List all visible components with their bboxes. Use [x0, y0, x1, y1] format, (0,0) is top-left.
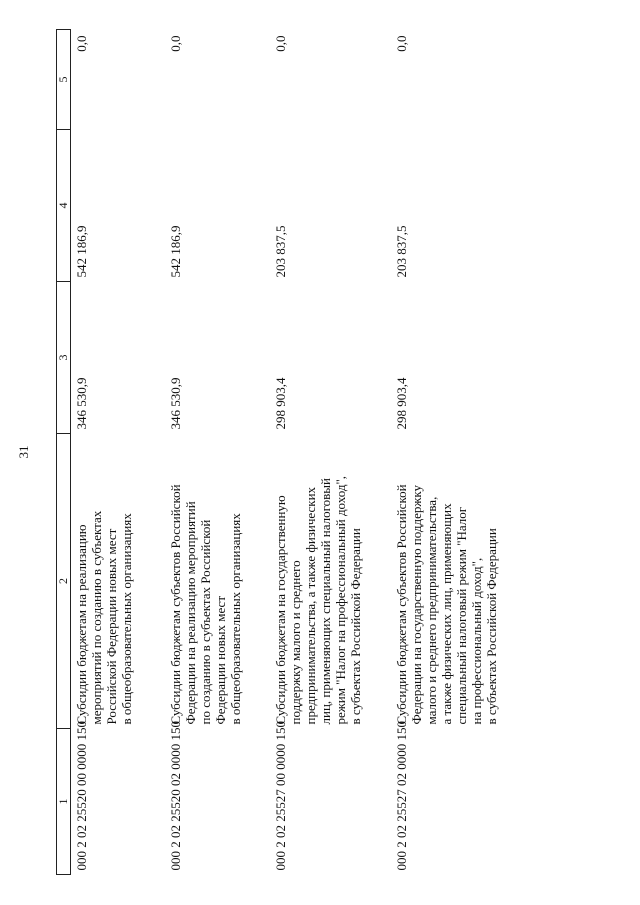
row-col5-value: 0,0	[273, 35, 288, 52]
row-name-line: Федерации на государственную поддержку	[409, 485, 424, 725]
row-name-line: Субсидии бюджетам на реализацию	[74, 524, 89, 725]
row-col5-value: 0,0	[168, 35, 183, 52]
row-name-line: Российской Федерации новых мест	[104, 528, 119, 725]
row-name-line: Федерации на реализацию мероприятий	[183, 501, 198, 725]
table-row	[391, 30, 513, 875]
row-col3-value: 346 530,9	[168, 377, 183, 430]
row-name	[165, 434, 270, 729]
row-name-line: специальный налоговый режим "Налог	[454, 506, 469, 725]
row-code: 000 2 02 25527 02 0000 150	[394, 721, 409, 871]
row-col5-value: 0,0	[74, 35, 89, 52]
row-name-line: в общеобразовательных организациях	[119, 513, 134, 725]
row-name	[270, 434, 391, 729]
row-name-line: Субсидии бюджетам субъектов Российской	[168, 484, 183, 725]
row-code: 000 2 02 25520 00 0000 150	[74, 721, 89, 871]
row-name-line: в общеобразовательных организациях	[228, 513, 243, 725]
row-name	[391, 434, 513, 729]
header-col-1: 1	[57, 729, 71, 875]
row-name-line: мероприятий по созданию в субъектах	[89, 510, 104, 725]
row-name-line: Субсидии бюджетам на государственную	[273, 495, 288, 725]
row-name-line: на профессиональный доход",	[469, 557, 484, 725]
row-col3-value: 298 903,4	[394, 377, 409, 430]
header-col-3: 3	[57, 282, 71, 434]
row-name-line: Субсидии бюджетам субъектов Российской	[394, 484, 409, 725]
row-name	[71, 434, 166, 729]
row-code: 000 2 02 25527 00 0000 150	[273, 721, 288, 871]
row-name-line: в субъектах Российской Федерации	[484, 528, 499, 725]
row-name-line: Федерации новых мест	[213, 596, 228, 725]
page-number: 31	[16, 445, 31, 459]
table-row	[165, 30, 270, 875]
row-col4-value: 203 837,5	[394, 225, 409, 278]
row-name-line: в субъектах Российской Федерации	[348, 528, 363, 725]
row-col4-value: 542 186,9	[168, 225, 183, 278]
row-col4-value: 542 186,9	[74, 225, 89, 278]
row-name-line: режим "Налог на профессиональный доход",	[333, 475, 348, 725]
rotated-table-container	[56, 30, 499, 875]
budget-table	[56, 29, 513, 875]
header-col-2: 2	[57, 434, 71, 729]
row-name-line: предпринимательства, а также физических	[303, 486, 318, 725]
row-name-line: а также физических лиц, применяющих	[439, 503, 454, 725]
row-col4-value: 203 837,5	[273, 225, 288, 278]
row-name-line: малого и среднего предпринимательства,	[424, 496, 439, 725]
row-code: 000 2 02 25520 02 0000 150	[168, 721, 183, 871]
row-col3-value: 346 530,9	[74, 377, 89, 430]
header-col-5: 5	[57, 30, 71, 130]
row-col3-value: 298 903,4	[273, 377, 288, 430]
header-row	[57, 30, 71, 875]
row-name-line: по созданию в субъектах Российской	[198, 519, 213, 725]
table-row	[270, 30, 391, 875]
table-row	[71, 30, 166, 875]
row-name-line: поддержку малого и среднего	[288, 560, 303, 725]
row-col5-value: 0,0	[394, 35, 409, 52]
row-name-line: лиц, применяющих специальный налоговый	[318, 478, 333, 725]
header-col-4: 4	[57, 130, 71, 282]
